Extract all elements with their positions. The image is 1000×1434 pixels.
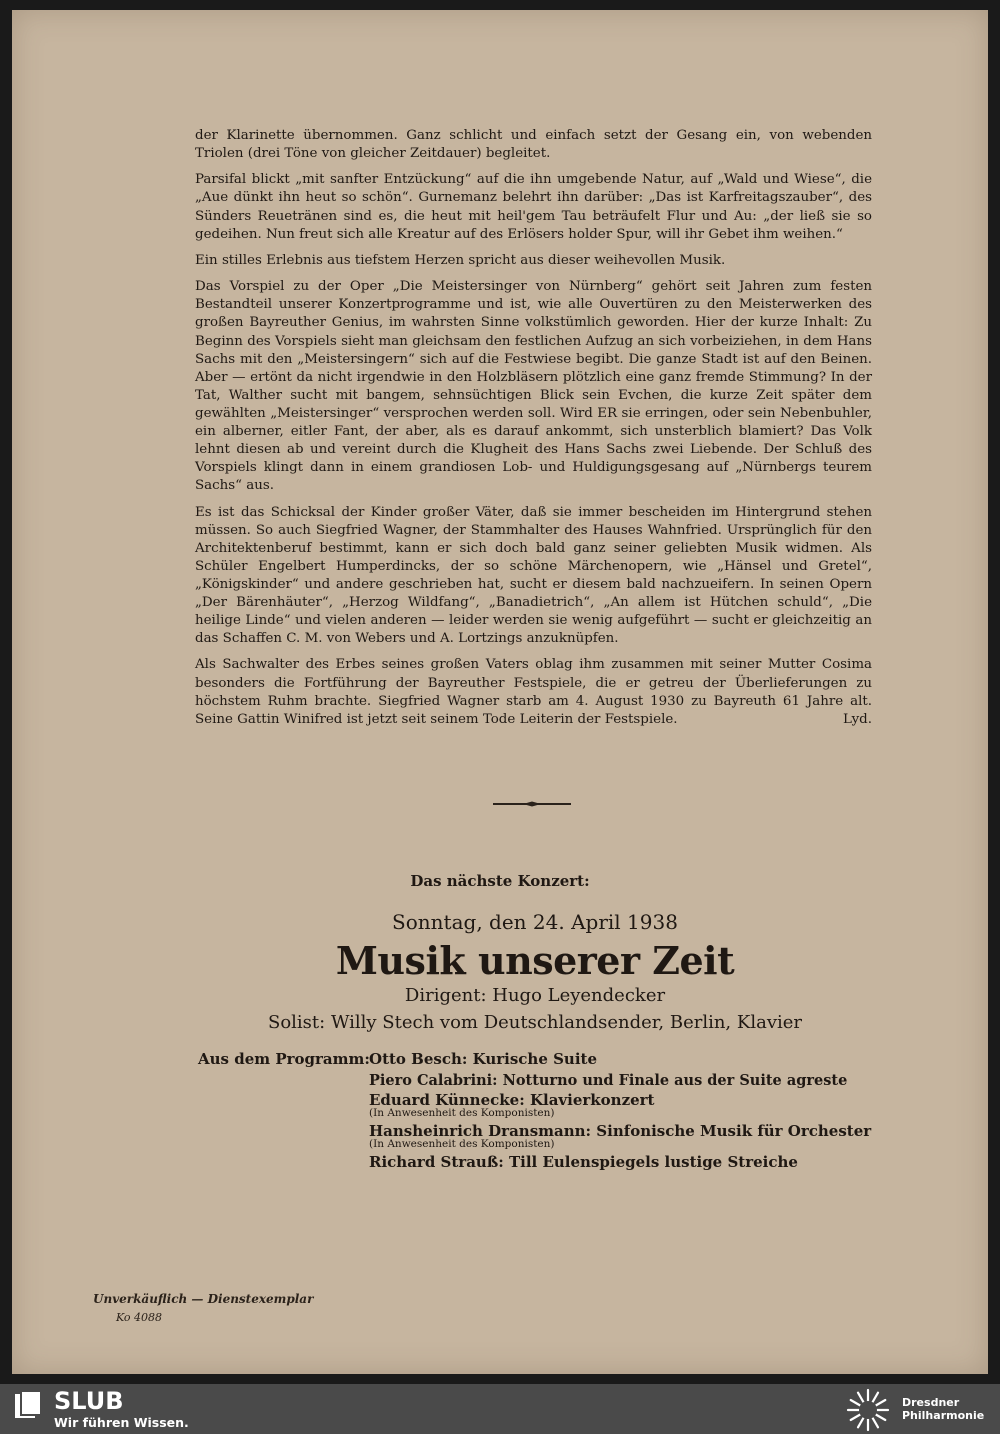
- concert-title: Musik unserer Zeit: [335, 938, 735, 983]
- partner-line-1: Dresdner: [902, 1396, 960, 1409]
- next-concert-header: Das nächste Konzert:: [410, 872, 590, 890]
- program-label: Aus dem Programm:: [198, 1050, 370, 1068]
- slub-logo-icon: [13, 1390, 43, 1420]
- partner-line-2: Philharmonie: [902, 1409, 985, 1422]
- bottom-banner: [0, 1384, 1000, 1434]
- program-notes-text: [195, 127, 872, 737]
- paragraph-last: [195, 656, 872, 728]
- conductor: Dirigent: Hugo Leyendecker: [404, 985, 666, 1006]
- program-item-note: (In Anwesenheit des Komponisten): [369, 1107, 555, 1119]
- footer-copy-number: Ko 4088: [116, 1311, 163, 1324]
- program-list: [369, 1050, 872, 1171]
- paragraph: Ein stilles Erlebnis aus tiefstem Herzen spricht aus dieser weihevollen Musik.: [195, 252, 726, 268]
- paragraph: Es ist das Schicksal der Kinder großer Väter, daß sie immer bescheiden im Hintergrund stehen müssen. So auch Siegfried Wagner, der Stammhalter des Hauses Wahnfried. Ursprünglich für den Architektenberuf bestimmt, kann er sich doch bald ganz seiner geliebten Musik widmen. Als Schüler Engelbert Humperdincks, der so schöne Märchenopern, wie „Hänsel und Gretel“, „Königskinder“ und andere geschrieben hat, sucht er diesem bald nachzueifern. In seinen Opern „Der Bärenhäuter“, „Herzog Wildfang“, „Banadietrich“, „An allem ist Hütchen schuld“, „Die heilige Linde“ und vielen anderen — leider werden sie wenig aufgeführt — sucht er gleichzeitig an das Schaffen C. M. von Webers und A. Lortzings anzuknüpfen.: [195, 504, 872, 647]
- program-item: Hansheinrich Dransmann: Sinfonische Musik für Orchester: [369, 1122, 872, 1140]
- paragraph-text: Als Sachwalter des Erbes seines großen Vaters oblag ihm zusammen mit seiner Mutter Cosima besonders die Fortführung der Bayreuther Festspiele, die er getreu der Überlieferungen zu höchstem Ruhm brachte. Siegfried Wagner starb am 4. August 1930 zu Bayreuth 61 Jahre alt. Seine Gattin Winifred ist jetzt seit seinem Tode Leiterin der Festspiele.: [195, 657, 872, 727]
- philharmonie-logo-icon: [843, 1386, 893, 1434]
- concert-date: Sonntag, den 24. April 1938: [392, 910, 678, 934]
- program-item: Otto Besch: Kurische Suite: [369, 1050, 597, 1068]
- soloist: Solist: Willy Stech vom Deutschlandsender, Berlin, Klavier: [268, 1012, 802, 1033]
- author-signature: Lyd.: [842, 711, 872, 727]
- partner-name: [902, 1396, 984, 1422]
- program-item: Piero Calabrini: Notturno und Finale aus der Suite agreste: [369, 1072, 848, 1089]
- paragraph: der Klarinette übernommen. Ganz schlicht und einfach setzt der Gesang ein, von webenden Triolen (drei Töne von gleicher Zeitdauer) begleitet.: [195, 128, 872, 162]
- footer-not-for-sale: Unverkäuflich — Dienstexemplar: [93, 1292, 314, 1306]
- ornament-divider: [493, 801, 571, 807]
- program-item-note: (In Anwesenheit des Komponisten): [369, 1138, 555, 1150]
- library-tagline: Wir führen Wissen.: [54, 1415, 189, 1430]
- program-item: Richard Strauß: Till Eulenspiegels lustige Streiche: [369, 1153, 798, 1171]
- paragraph: Das Vorspiel zu der Oper „Die Meistersinger von Nürnberg“ gehört seit Jahren zum festen Bestandteil unserer Konzertprogramme und ist, wie alle Ouvertüren zu den Meisterwerken des großen Bayreuther Genius, im wahrsten Sinne volkstümlich geworden. Hier der kurze Inhalt: Zu Beginn des Vorspiels sieht man gleichsam den festlichen Aufzug an sich vorbeiziehen, in dem Hans Sachs mit den „Meistersingern“ sich auf die Festwiese begibt. Die ganze Stadt ist auf den Beinen. Aber — ertönt da nicht irgendwie in den Holzbläsern plötzlich eine ganz fremde Stimmung? In der Tat, Walther sucht mit bangem, sehnsüchtigen Blick sein Evchen, die kurze Zeit später dem gewählten „Meistersinger“ versprochen werden soll. Wird ER sie erringen, oder sein Nebenbuhler, ein alberner, eitler Fant, der aber, als es darauf ankommt, sich unsterblich blamiert? Das Volk lehnt diesen ab und vereint durch die Klugheit des Hans Sachs zwei Liebende. Der Schluß des Vorspiels klingt dann in einem grandiosen Lob- und Huldigungsgesang auf „Nürnbergs teurem Sachs“ aus.: [195, 279, 872, 494]
- library-name: SLUB: [54, 1387, 124, 1415]
- paragraph: Parsifal blickt „mit sanfter Entzückung“ auf die ihn umgebende Natur, auf „Wald und Wiese“, die „Aue dünkt ihn heut so schön“. Gurnemanz belehrt ihn darüber: „Das ist Karfreitagszauber“, des Sünders Reuetränen sind es, die heut mit heil'gem Tau beträufelt Flur und Au: „der ließ sie so gedeihen. Nun freut sich alle Kreatur auf des Erlösers holder Spur, will ihr Gebet ihm weihen.“: [195, 172, 872, 242]
- program-item: Eduard Künnecke: Klavierkonzert: [369, 1091, 655, 1109]
